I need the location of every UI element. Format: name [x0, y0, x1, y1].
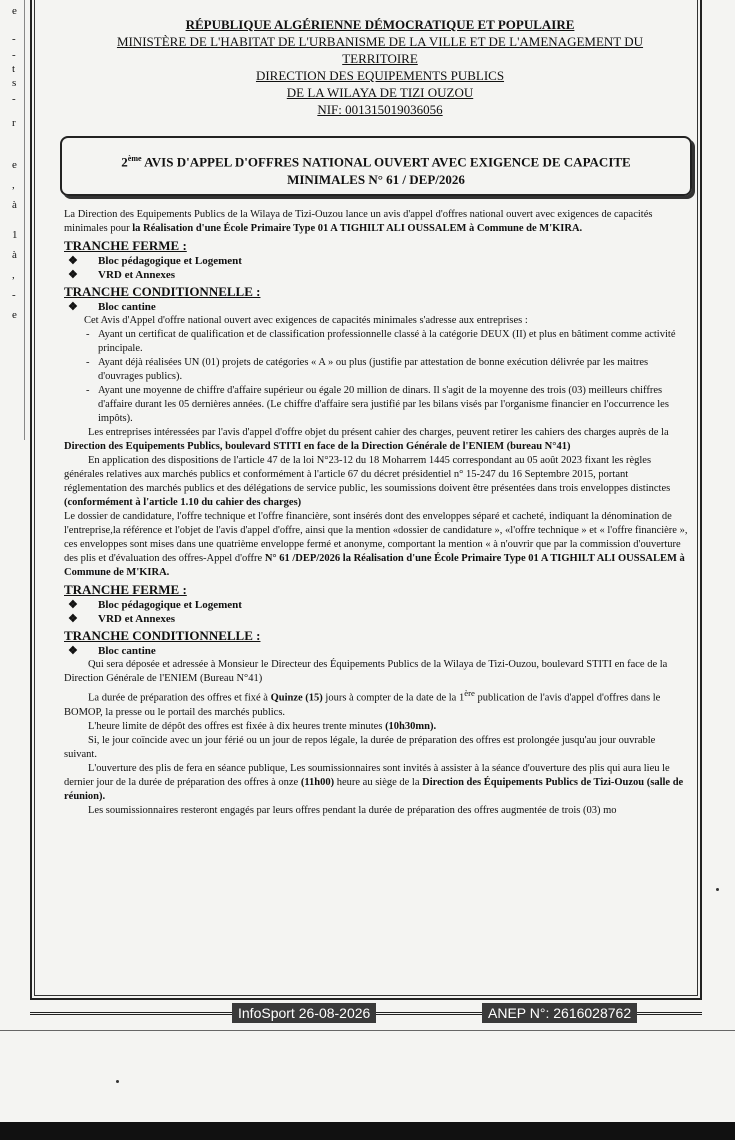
- left-column-char: e: [12, 5, 17, 17]
- left-column-char: à: [12, 199, 17, 211]
- header: [60, 16, 700, 118]
- heure-paragraph: L'heure limite de dépôt des offres est fixée à dix heures trente minutes (10h30mn).: [88, 720, 437, 732]
- tranche-ferme-heading-2: TRANCHE FERME :: [64, 582, 187, 597]
- header-territoire: TERRITOIRE: [342, 51, 418, 66]
- page-divider: [0, 1030, 735, 1031]
- diamond-bullet-icon: ❖: [68, 645, 78, 657]
- bottom-edge-bar: [0, 1122, 735, 1140]
- header-ministry: MINISTÈRE DE L'HABITAT DE L'URBANISME DE LA VILLE ET DE L'AMENAGEMENT DU: [116, 34, 644, 49]
- left-column-char: -: [12, 33, 16, 45]
- speck: [116, 1080, 119, 1083]
- retrait-paragraph: Les entreprises intéressées par l'avis d'appel d'offre objet du présent cahier des charges, peuvent retirer les cahiers des charges auprès de la Direction des Equipements Publics, boulevard STITI en face de la Direction Générale de l'ENIEM (bureau N°41): [64, 427, 669, 452]
- header-nif: NIF: 001315019036056: [317, 102, 443, 117]
- tranche-ferme-heading-1: TRANCHE FERME :: [64, 238, 187, 253]
- left-column-char: -: [12, 93, 16, 105]
- duree-paragraph: La durée de préparation des offres et fixé à Quinze (15) jours à compter de la date de la 1ère publication de l'avis d'appel d'offres dans le BOMOP, la presse ou le portail des marchés publics.: [64, 688, 661, 718]
- dossier-paragraph: Le dossier de candidature, l'offre technique et l'offre financière, sont insérés dont des enveloppes séparé et cacheté, indiquant la dénomination de l'entreprise,la référence et l'objet de l'avis d'appel d'offre, ainsi que la mention «dossier de candidature », «l'offre technique » et « l'offre financière », ces enveloppes sont mises dans une quatrième enveloppe fermé et anonyme, comportant la mention « à n'ouvrir que par la commission d'ouverture des plis et d'évaluation des offres-Appel d'offre N° 61 /DEP/2026 la Réalisation d'une École Primaire Type 01 A TIGHILT ALI OUSSALEM à Commune de M'KIRA.: [64, 511, 688, 578]
- left-column-char: ,: [12, 269, 15, 281]
- engages-paragraph: Les soumissionnaires resteront engagés par leurs offres pendant la durée de préparation des offres augmentée de trois (03) mo: [88, 804, 617, 816]
- depot-paragraph: Qui sera déposée et adressée à Monsieur le Directeur des Équipements Publics de la Wilaya de Tizi-Ouzou, boulevard STITI en face de la Direction Générale de l'ENIEM (Bureau N°41): [64, 659, 668, 684]
- diamond-bullet-icon: ❖: [68, 301, 78, 313]
- notice-title-line1: 2ème AVIS D'APPEL D'OFFRES NATIONAL OUVERT AVEC EXIGENCE DE CAPACITE: [121, 154, 631, 170]
- requirements-intro: Cet Avis d'Appel d'offre national ouvert avec exigences de capacités minimales s'adresse aux entreprises :: [84, 315, 528, 326]
- bullet-item: ❖ VRD et Annexes: [68, 269, 175, 281]
- footer-publication-date: InfoSport 26-08-2026: [232, 1003, 376, 1023]
- left-column-fragment: [0, 0, 25, 440]
- left-column-char: ,: [12, 179, 15, 191]
- left-column-char: e: [12, 159, 17, 171]
- left-column-char: -: [12, 49, 16, 61]
- bullet-item: ❖ Bloc cantine: [68, 645, 156, 657]
- bullet-item: ❖ Bloc pédagogique et Logement: [68, 599, 242, 611]
- requirement-item: - Ayant déjà réalisées UN (01) projets de catégories « A » ou plus (justifie par attestation de bonne exécution délivrée par les maitres d'ouvrages publics).: [86, 357, 649, 382]
- header-wilaya: DE LA WILAYA DE TIZI OUZOU: [286, 85, 474, 100]
- left-column-char: 1: [12, 229, 18, 241]
- ouverture-paragraph: L'ouverture des plis de fera en séance publique, Les soumissionnaires sont invités à assister à la séance d'ouverture des plis qui aura lieu le dernier jour de la durée de préparation des offres à onze (11h00) heure au siège de la Direction des Équipements Publics de Tizi-Ouzou (salle de réunion).: [64, 762, 684, 802]
- left-column-char: t: [12, 63, 16, 75]
- left-column-char: e: [12, 309, 17, 321]
- tranche-conditionnelle-heading-2: TRANCHE CONDITIONNELLE :: [64, 628, 261, 643]
- footer-anep-number: ANEP N°: 2616028762: [482, 1003, 637, 1023]
- bullet-item: ❖ Bloc pédagogique et Logement: [68, 255, 242, 267]
- left-column-char: r: [12, 117, 16, 129]
- left-column-char: -: [12, 289, 16, 301]
- bullet-item: ❖ Bloc cantine: [68, 301, 156, 313]
- notice-title-line2: MINIMALES N° 61 / DEP/2026: [287, 172, 465, 188]
- ferie-paragraph: Si, le jour coïncide avec un jour férié ou un jour de repos légale, la durée de préparation des offres est prolongée jusqu'au jour ouvrable suivant.: [64, 734, 656, 760]
- diamond-bullet-icon: ❖: [68, 613, 78, 625]
- left-column-char: s: [12, 77, 17, 89]
- header-direction: DIRECTION DES EQUIPEMENTS PUBLICS: [255, 68, 505, 83]
- diamond-bullet-icon: ❖: [68, 269, 78, 281]
- speck: [716, 888, 719, 891]
- application-paragraph: En application des dispositions de l'article 47 de la loi N°23-12 du 18 Moharrem 1445 correspondant au 05 août 2023 fixant les règles générales relatives aux marchés publics et conformément à l'article 67 du décret présidentiel n° 15-247 du 16 Septembre 2015, portant réglementation des marchés publics et des délégations de service public, les soumissions doivent être présentées dans trois enveloppes distinctes (conformément à l'article 1.10 du cahier des charges): [64, 455, 671, 508]
- intro-paragraph: La Direction des Equipements Publics de la Wilaya de Tizi-Ouzou lance un avis d'appel d'offres national ouvert avec exigences de capacités minimales pour la Réalisation d'une École Primaire Type 01 A TIGHILT ALI OUSSALEM à Commune de M'KIRA.: [64, 209, 653, 234]
- requirement-item: - Ayant une moyenne de chiffre d'affaire supérieur ou égale 20 million de dinars. Il s'agit de la moyenne des trois (03) meilleurs chiffres d'affaire durant les 05 dernières années. (Le chiffre d'affaire sera justifié par les bilans visés par l'organisme financier en l'occurrence les impôts).: [86, 385, 669, 424]
- diamond-bullet-icon: ❖: [68, 255, 78, 267]
- notice-title-box: [60, 136, 692, 196]
- notice-body: [64, 208, 688, 818]
- header-republic: RÉPUBLIQUE ALGÉRIENNE DÉMOCRATIQUE ET POPULAIRE: [185, 17, 575, 32]
- diamond-bullet-icon: ❖: [68, 599, 78, 611]
- requirement-item: - Ayant un certificat de qualification et de classification professionnelle classé à la catégorie DEUX (II) et plus en bâtiment comme activité principale.: [86, 329, 676, 354]
- tranche-conditionnelle-heading-1: TRANCHE CONDITIONNELLE :: [64, 284, 261, 299]
- bullet-item: ❖ VRD et Annexes: [68, 613, 175, 625]
- left-column-char: à: [12, 249, 17, 261]
